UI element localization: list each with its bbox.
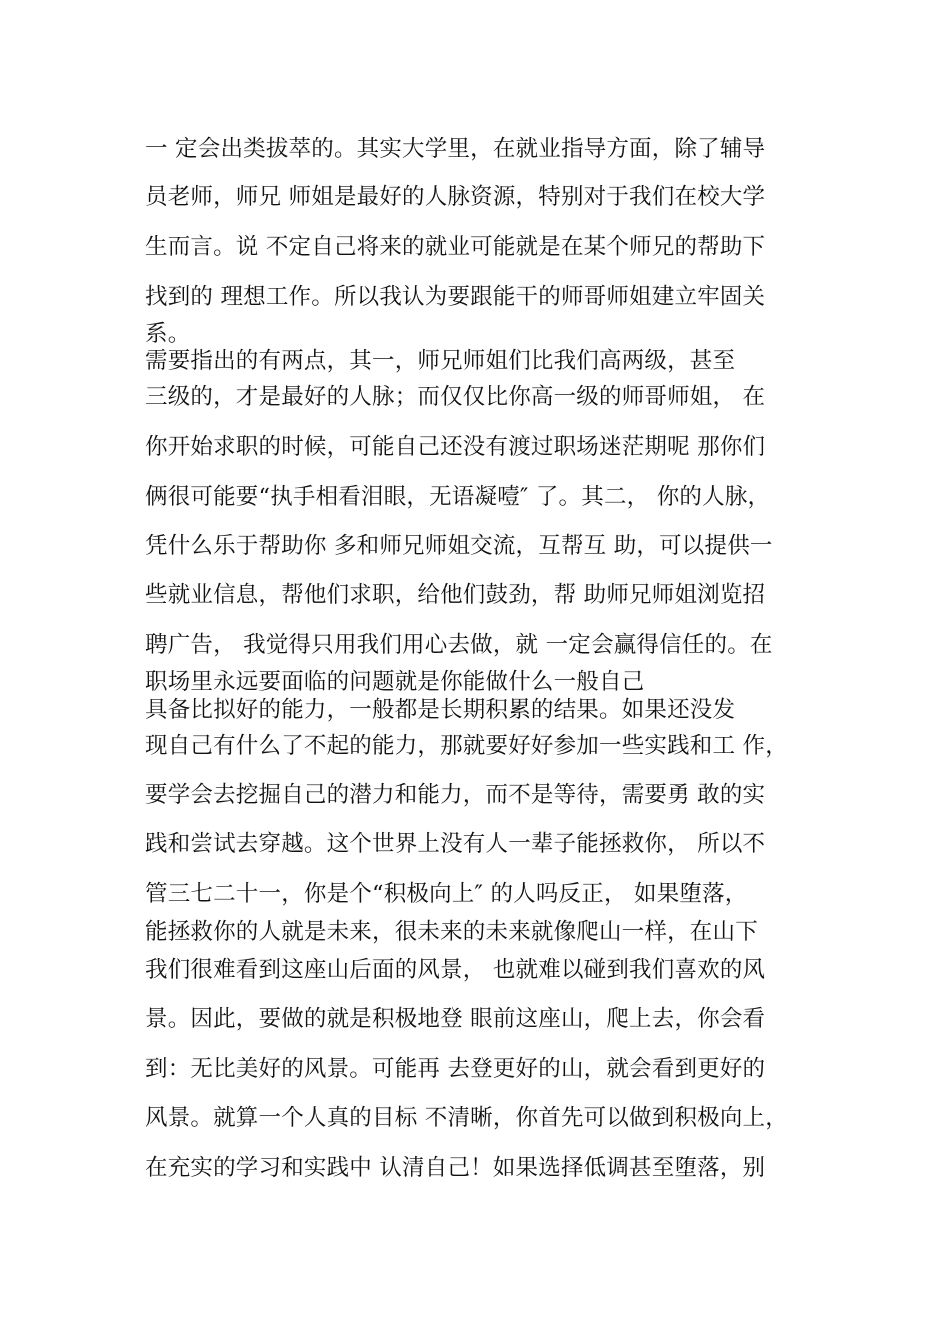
text-line: 现自己有什么了不起的能力，那就要好好参加一些实践和工 作， — [145, 733, 788, 759]
text-line: 生而言。说 不定自己将来的就业可能就是在某个师兄的帮助下 — [145, 234, 766, 260]
text-line: 需要指出的有两点，其一，师兄师姐们比我们高两级，甚至 — [145, 348, 736, 374]
text-line: 要学会去挖掘自己的潜力和能力，而不是等待，需要勇 敢的实 — [145, 782, 766, 808]
text-line: 我们很难看到这座山后面的风景， 也就难以碰到我们喜欢的风 — [145, 957, 766, 983]
text-line: 职场里永远要面临的问题就是你能做什么一般自己 — [145, 669, 645, 695]
text-line: 一 定会出类拔萃的。其实大学里，在就业指导方面，除了辅导 — [145, 136, 766, 162]
text-line: 聘广告， 我觉得只用我们用心去做，就 一定会赢得信任的。在 — [145, 632, 773, 658]
text-line: 具备比拟好的能力，一般都是长期积累的结果。如果还没发 — [145, 697, 736, 723]
text-line: 管三七二十一，你是个“积极向上″ 的人吗反正， 如果堕落， — [145, 881, 748, 907]
text-line: 找到的 理想工作。所以我认为要跟能干的师哥师姐建立牢固关 — [145, 284, 766, 310]
text-line: 在充实的学习和实践中 认清自己！如果选择低调甚至堕落，别 — [145, 1155, 766, 1181]
text-line: 践和尝试去穿越。这个世界上没有人一辈子能拯救你， 所以不 — [145, 831, 766, 857]
text-line: 景。因此，要做的就是积极地登 眼前这座山，爬上去，你会看 — [145, 1006, 766, 1032]
text-line: 凭什么乐于帮助你 多和师兄师姐交流，互帮互 助，可以提供一 — [145, 533, 773, 559]
text-line: 系。 — [145, 321, 191, 347]
text-line: 俩很可能要“执手相看泪眼，无语凝噎″ 了。其二， 你的人脉， — [145, 484, 771, 510]
text-line: 员老师，师兄 师姐是最好的人脉资源，特别对于我们在校大学 — [145, 184, 766, 210]
text-line: 三级的，才是最好的人脉；而仅仅比你高一级的师哥师姐， 在 — [145, 384, 766, 410]
text-line: 些就业信息，帮他们求职，给他们鼓劲，帮 助师兄师姐浏览招 — [145, 582, 766, 608]
text-line: 能拯救你的人就是未来，很未来的未来就像爬山一样，在山下 — [145, 919, 758, 945]
text-line: 风景。就算一个人真的目标 不清晰，你首先可以做到积极向上， — [145, 1105, 788, 1131]
text-line: 你开始求职的时候，可能自己还没有渡过职场迷茫期呢 那你们 — [145, 434, 766, 460]
text-line: 到：无比美好的风景。可能再 去登更好的山，就会看到更好的 — [145, 1056, 766, 1082]
